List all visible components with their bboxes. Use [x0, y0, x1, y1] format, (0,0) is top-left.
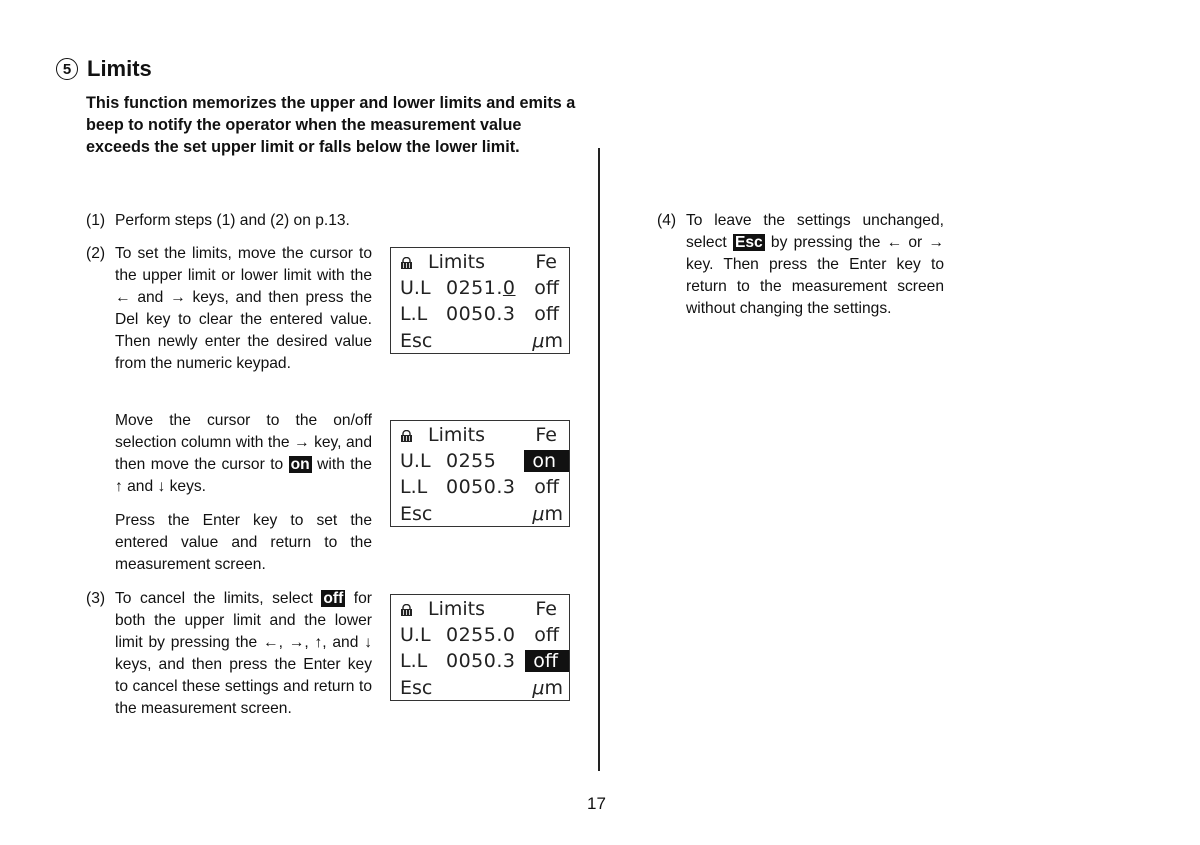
- upper-limit-digits: 0251.: [446, 277, 503, 299]
- step-number: (2): [86, 245, 106, 262]
- lcd-mode: Fe: [535, 424, 557, 446]
- column-divider: [598, 148, 600, 771]
- step-2: [86, 243, 372, 375]
- step-2-part-c: [86, 510, 372, 576]
- unit-m: m: [544, 503, 563, 525]
- esc-label: Esc: [400, 330, 433, 352]
- step-number: (1): [86, 212, 106, 229]
- lower-limit-value: 0050.3: [446, 303, 516, 325]
- intro-paragraph: This function memorizes the upper and lower limits and emits a beep to notify the operator when the measurement value exceeds the set upper limit or falls below the lower limit.: [86, 94, 576, 156]
- lower-limit-state: off: [525, 650, 569, 672]
- upper-limit-state: off: [534, 277, 559, 299]
- lock-icon: [400, 604, 413, 616]
- step-text-segment: with the ↑ and ↓ keys.: [115, 456, 372, 495]
- step-text: [686, 210, 944, 320]
- unit-label: [532, 675, 563, 701]
- upper-limit-state: on: [524, 450, 569, 472]
- step-text-segment: by pressing the ← or → key. Then press the Enter key to return to the measurement screen without changing the settings.: [686, 234, 944, 317]
- esc-label: Esc: [400, 677, 433, 699]
- upper-limit-value: 0255: [446, 450, 497, 472]
- upper-limit-label: U.L: [400, 624, 431, 646]
- step-text-segment: To leave the settings unchanged, select: [686, 212, 944, 251]
- upper-limit-label: U.L: [400, 277, 431, 299]
- upper-limit-state: off: [534, 624, 559, 646]
- step-number: (4): [657, 212, 677, 229]
- step-text-segment: for both the upper limit and the lower limit by pressing the ←, →, ↑, and ↓ keys, and then press the Enter key to cancel these settings and return to the measurement screen.: [115, 590, 372, 717]
- unit-mu: μ: [532, 677, 545, 699]
- lcd-title: Limits: [428, 424, 485, 446]
- lcd-screen-2: [390, 420, 570, 527]
- lower-limit-label: L.L: [400, 303, 428, 325]
- lock-icon: [400, 430, 413, 442]
- unit-m: m: [544, 677, 563, 699]
- step-2-part-b: [86, 410, 372, 498]
- section-number: 5: [56, 58, 78, 80]
- lower-limit-label: L.L: [400, 476, 428, 498]
- esc-label: Esc: [400, 503, 433, 525]
- unit-m: m: [544, 330, 563, 352]
- step-text-segment: Move the cursor to the on/off selection column with the → key, and then move the cursor to: [115, 412, 372, 473]
- step-3: [86, 588, 372, 720]
- esc-highlight: Esc: [734, 234, 763, 251]
- step-number: (3): [86, 590, 106, 607]
- lcd-screen-1: [390, 247, 570, 354]
- lower-limit-value: 0050.3: [446, 650, 516, 672]
- lcd-mode: Fe: [535, 251, 557, 273]
- upper-limit-label: U.L: [400, 450, 431, 472]
- lower-limit-state: off: [534, 303, 559, 325]
- lower-limit-state: off: [534, 476, 559, 498]
- on-highlight: on: [290, 456, 310, 473]
- page-title: Limits: [87, 56, 152, 81]
- lcd-title: Limits: [428, 251, 485, 273]
- step-text: To set the limits, move the cursor to the upper limit or lower limit with the ← and → keys, and then press the Del key to clear the entered value. Then newly enter the desired value from the numeric keypad.: [115, 245, 372, 372]
- cursor-digit: 0: [502, 277, 516, 299]
- upper-limit-value: [446, 275, 516, 301]
- page-number: 17: [587, 794, 606, 813]
- unit-label: [532, 328, 563, 354]
- lcd-screen-3: [390, 594, 570, 701]
- unit-label: [532, 501, 563, 527]
- step-text: [115, 410, 372, 498]
- lower-limit-value: 0050.3: [446, 476, 516, 498]
- step-text: Press the Enter key to set the entered value and return to the measurement screen.: [115, 512, 372, 573]
- step-4: [657, 210, 944, 320]
- lock-icon: [400, 257, 413, 269]
- lcd-title: Limits: [428, 598, 485, 620]
- lcd-mode: Fe: [535, 598, 557, 620]
- step-text-segment: To cancel the limits, select: [115, 590, 313, 607]
- upper-limit-value: 0255.0: [446, 624, 516, 646]
- step-text: Perform steps (1) and (2) on p.13.: [115, 212, 350, 229]
- unit-mu: μ: [532, 503, 545, 525]
- lower-limit-label: L.L: [400, 650, 428, 672]
- step-text: [115, 588, 372, 720]
- section-heading: [56, 56, 152, 82]
- step-1: [86, 210, 386, 232]
- off-highlight: off: [323, 590, 344, 607]
- unit-mu: μ: [532, 330, 545, 352]
